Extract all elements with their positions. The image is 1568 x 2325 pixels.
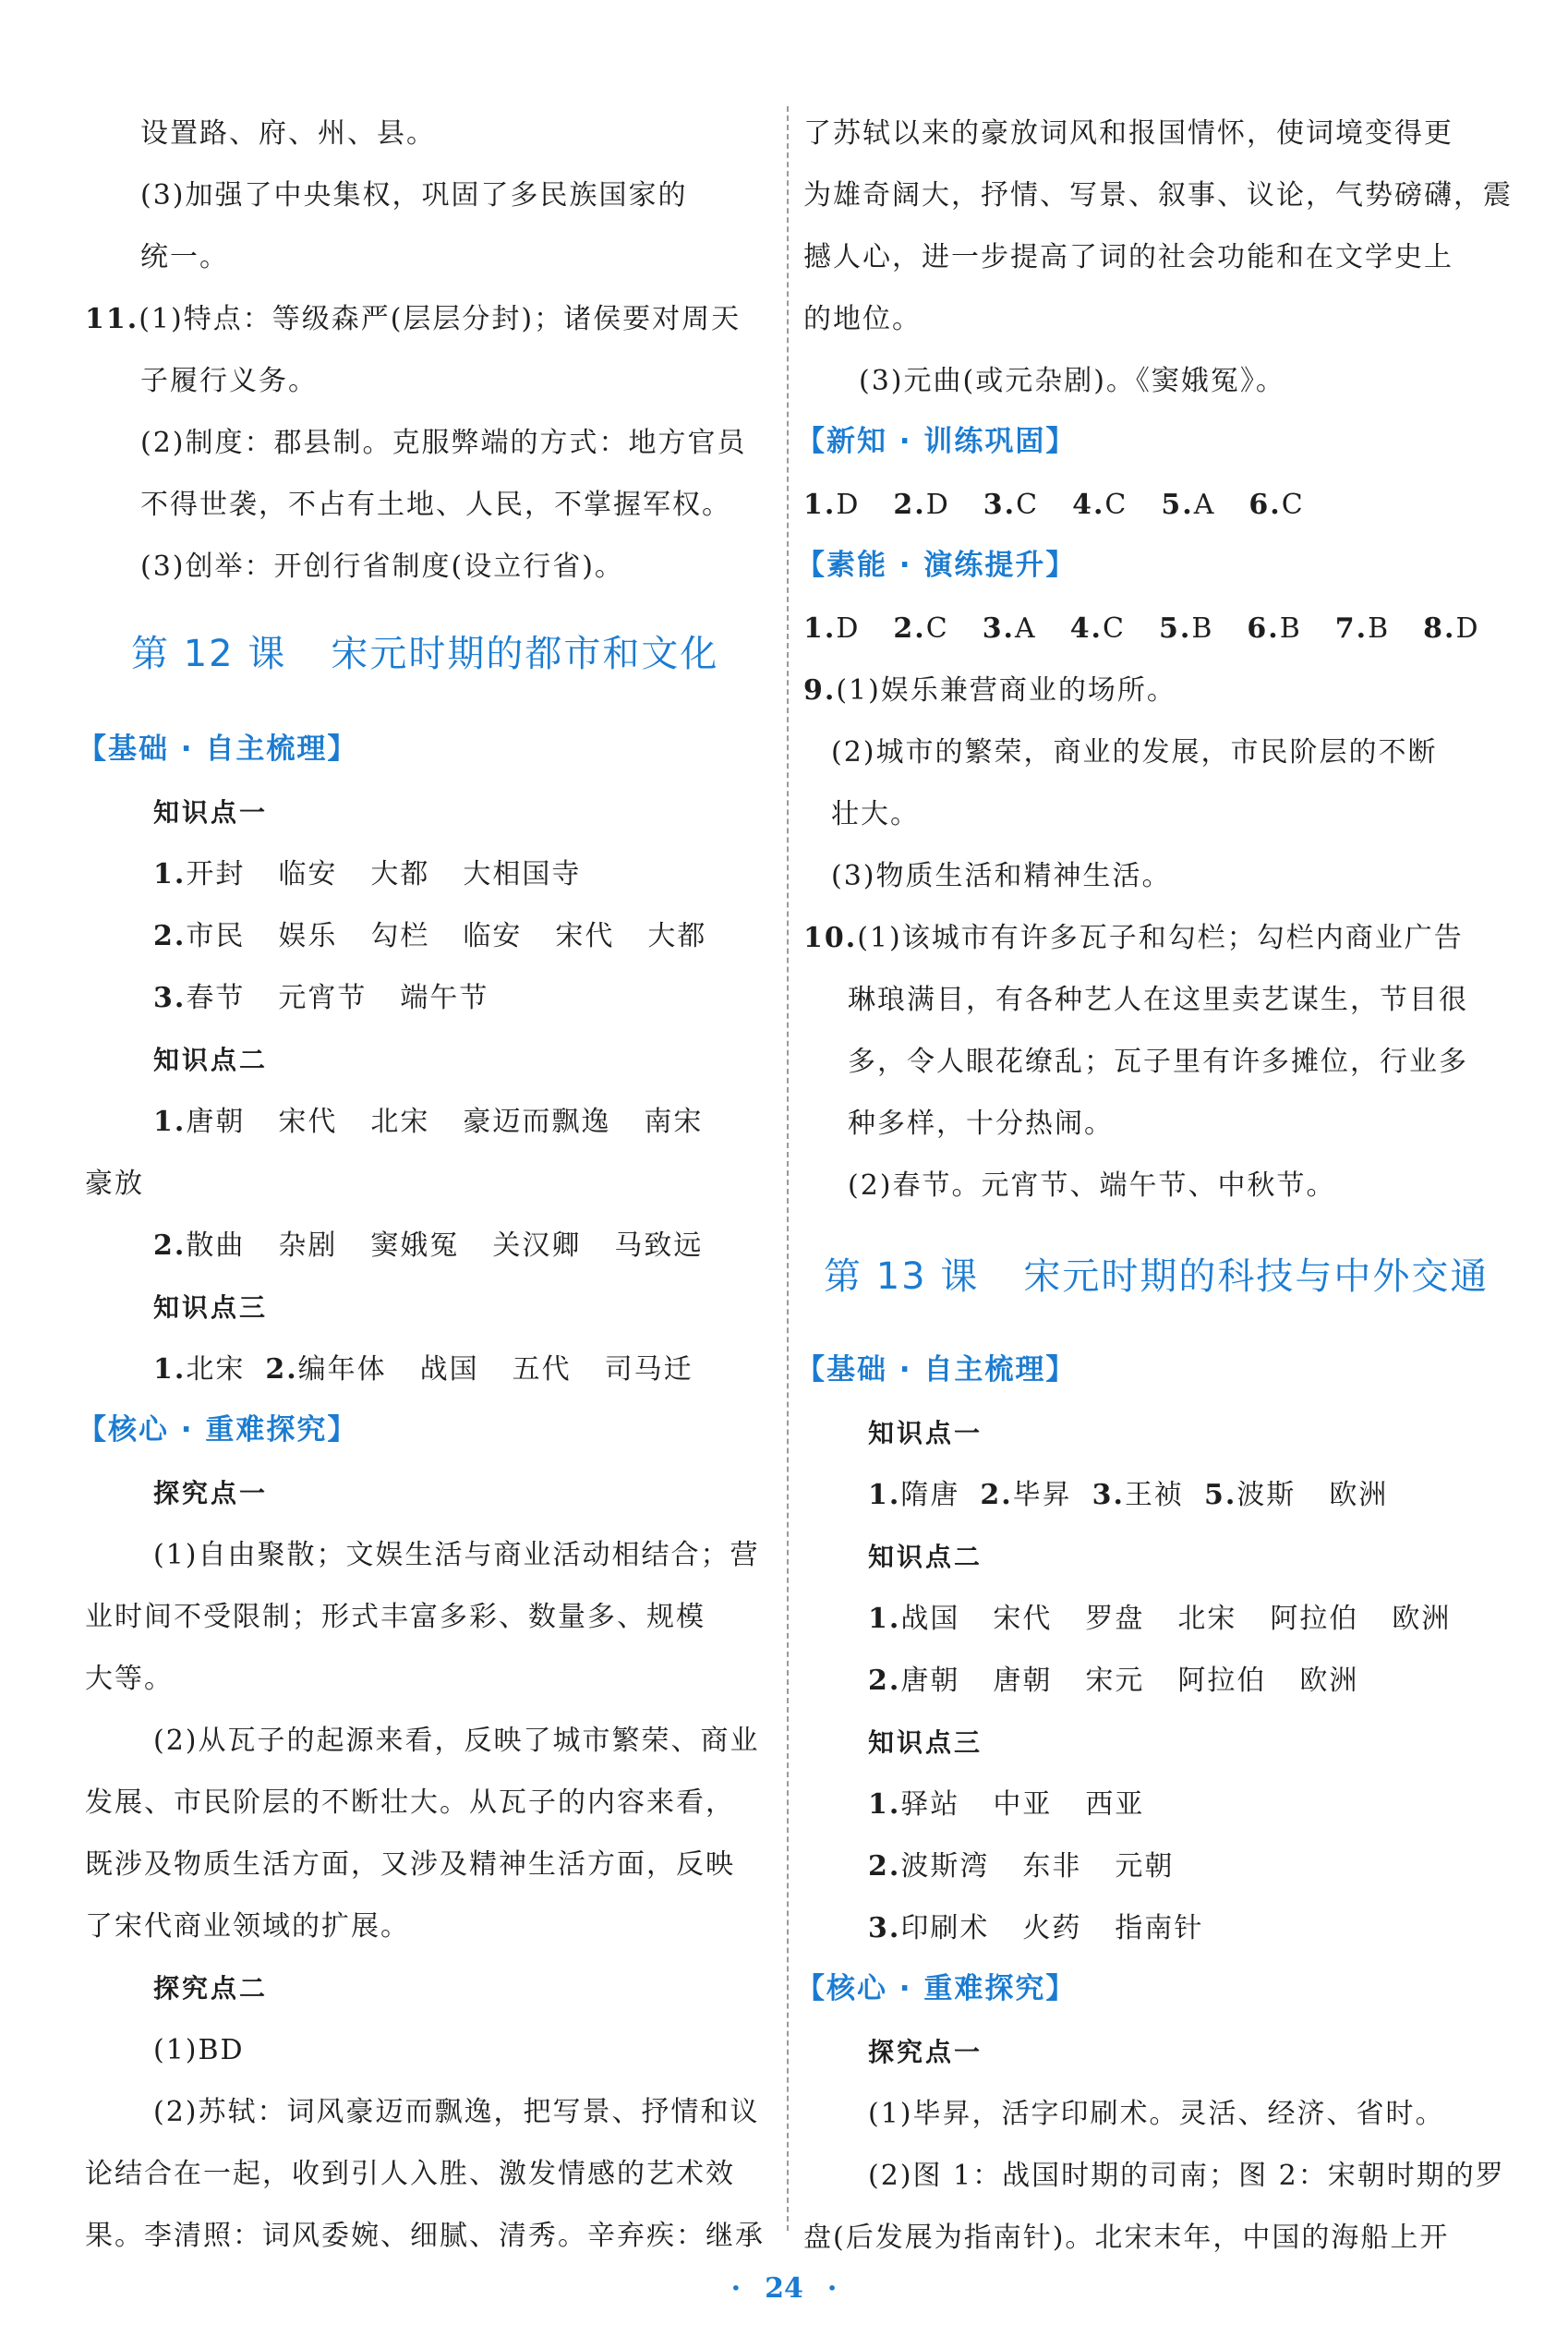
section-heading-core: 【核心 · 重难探究】 [78,1413,358,1447]
answer-line: 撼人心，进一步提高了词的社会功能和在文学史上 [803,241,1453,273]
answer-row: 2.唐朝 唐朝 宋元 阿拉伯 欧洲 [868,1665,1359,1697]
answer-row: 1.开封 临安 大都 大相国寺 [153,858,582,890]
answer-row: 1.D 2.D 3.C 4.C 5.A 6.C [803,489,1305,521]
answer-line: 壮大。 [831,798,920,830]
answer-row: 1.战国 宋代 罗盘 北宋 阿拉伯 欧洲 [868,1603,1452,1635]
question-10: 10.(1)该城市有许多瓦子和勾栏；勾栏内商业广告 [803,922,1464,954]
answer-line: 设置路、府、州、县。 [140,117,436,150]
page-number [0,2272,1568,2305]
question-number: 9. [803,674,837,707]
answer-line: (1)BD [153,2034,245,2066]
answer-line: 盘(后发展为指南针)。北宋末年，中国的海船上开 [803,2222,1450,2254]
answer-line: 发展、市民阶层的不断壮大。从瓦子的内容来看， [85,1786,735,1819]
column-divider [787,106,789,2231]
inquiry-point-heading: 探究点一 [868,2037,983,2067]
answer-line: (3)物质生活和精神生活。 [831,860,1172,892]
page-dot: · [730,2272,742,2305]
lesson-number: 第 12 课 [131,633,287,675]
answer-line: (2)苏轼：词风豪迈而飘逸，把写景、抒情和议 [153,2096,760,2128]
answer-line: 琳琅满目，有各种艺人在这里卖艺谋生，节目很 [848,984,1468,1016]
lesson-title: 宋元时期的都市和文化 [331,633,719,675]
answer-line: 业时间不受限制；形式丰富多彩、数量多、规模 [85,1601,706,1633]
answer-line: (2)制度：郡县制。克服弊端的方式：地方官员 [140,427,747,459]
answer-row: 2.散曲 杂剧 窦娥冤 关汉卿 马致远 [153,1229,704,1262]
inquiry-point-heading: 探究点一 [153,1478,269,1508]
answer-line: 既涉及物质生活方面，又涉及精神生活方面，反映 [85,1848,735,1881]
section-heading-new-knowledge: 【新知 · 训练巩固】 [796,425,1077,458]
answer-row: 1.隋唐 2.毕昇 3.王祯 5.波斯 欧洲 [868,1479,1389,1511]
section-heading-skills: 【素能 · 演练提升】 [796,549,1077,582]
knowledge-point-heading: 知识点三 [868,1727,983,1758]
page-dot: · [826,2272,838,2305]
answer-row: 1.北宋 2.编年体 战国 五代 司马迁 [153,1353,694,1386]
answer-line: 不得世袭，不占有土地、人民，不掌握军权。 [140,489,731,521]
knowledge-point-heading: 知识点二 [868,1542,983,1572]
section-heading-basics: 【基础 · 自主梳理】 [796,1353,1077,1387]
lesson-title: 宋元时期的科技与中外交通 [1023,1255,1490,1298]
answer-line: 论结合在一起，收到引人入胜、激发情感的艺术效 [85,2158,735,2190]
answer-row: 3.印刷术 火药 指南针 [868,1912,1204,1944]
lesson-13-heading [824,1253,1489,1301]
answer-line: 子履行义务。 [140,365,318,397]
question-number: 10. [803,922,858,954]
answer-line: (2)从瓦子的起源来看，反映了城市繁荣、商业 [153,1725,760,1757]
knowledge-point-heading: 知识点三 [153,1292,269,1323]
answer-row: 1.驿站 中亚 西亚 [868,1788,1145,1821]
answer-row: 2.波斯湾 东非 元朝 [868,1850,1175,1883]
answer-row: 2.市民 娱乐 勾栏 临安 宋代 大都 [153,920,707,952]
answer-line: (1)自由聚散；文娱生活与商业活动相结合；营 [153,1539,760,1571]
question-9: 9.(1)娱乐兼营商业的场所。 [803,674,1176,707]
page-number-value: 24 [765,2272,803,2305]
lesson-number: 第 13 课 [824,1255,980,1298]
answer-line: 统一。 [140,241,229,273]
answer-line: 了苏轼以来的豪放词风和报国情怀，使词境变得更 [803,117,1453,150]
answer-line: (3)加强了中央集权，巩固了多民族国家的 [140,179,688,212]
answer-line: 大等。 [85,1663,174,1695]
answer-line: (3)元曲(或元杂剧)。《窦娥冤》。 [859,365,1285,397]
answer-line: (3)创举：开创行省制度(设立行省)。 [140,551,624,583]
lesson-12-heading [131,630,718,678]
answer-line: 为雄奇阔大，抒情、写景、叙事、议论，气势磅礴，震 [803,179,1513,212]
answer-row: 3.春节 元宵节 端午节 [153,982,489,1014]
answer-line: 多，令人眼花缭乱；瓦子里有许多摊位，行业多 [848,1046,1468,1078]
section-heading-basics: 【基础 · 自主梳理】 [78,733,358,766]
answer-line: (2)城市的繁荣，商业的发展，市民阶层的不断 [831,736,1438,769]
answer-row: 1.D 2.C 3.A 4.C 5.B 6.B 7.B 8.D [803,612,1480,645]
knowledge-point-heading: 知识点一 [153,797,269,828]
answer-line: 种多样，十分热闹。 [848,1108,1114,1140]
answer-line: 了宋代商业领域的扩展。 [85,1910,410,1943]
question-11 [85,301,741,338]
answer-row: 豪放 [85,1168,144,1200]
answer-line: (2)春节。元宵节、端午节、中秋节。 [848,1169,1336,1202]
answer-line: 果。李清照：词风委婉、细腻、清秀。辛弃疾：继承 [85,2220,765,2252]
section-heading-core: 【核心 · 重难探究】 [796,1972,1077,2005]
question-number: 11. [85,303,139,335]
answer-row: 1.唐朝 宋代 北宋 豪迈而飘逸 南宋 [153,1106,704,1138]
answer-text: (1)特点：等级森严(层层分封)；诸侯要对周天 [139,303,742,335]
answer-line: (2)图 1：战国时期的司南；图 2：宋朝时期的罗 [868,2160,1505,2192]
inquiry-point-heading: 探究点二 [153,1973,269,2004]
knowledge-point-heading: 知识点一 [868,1418,983,1448]
knowledge-point-heading: 知识点二 [153,1045,269,1075]
answer-line: 的地位。 [803,303,922,335]
answer-line: (1)毕昇，活字印刷术。灵活、经济、省时。 [868,2098,1445,2130]
